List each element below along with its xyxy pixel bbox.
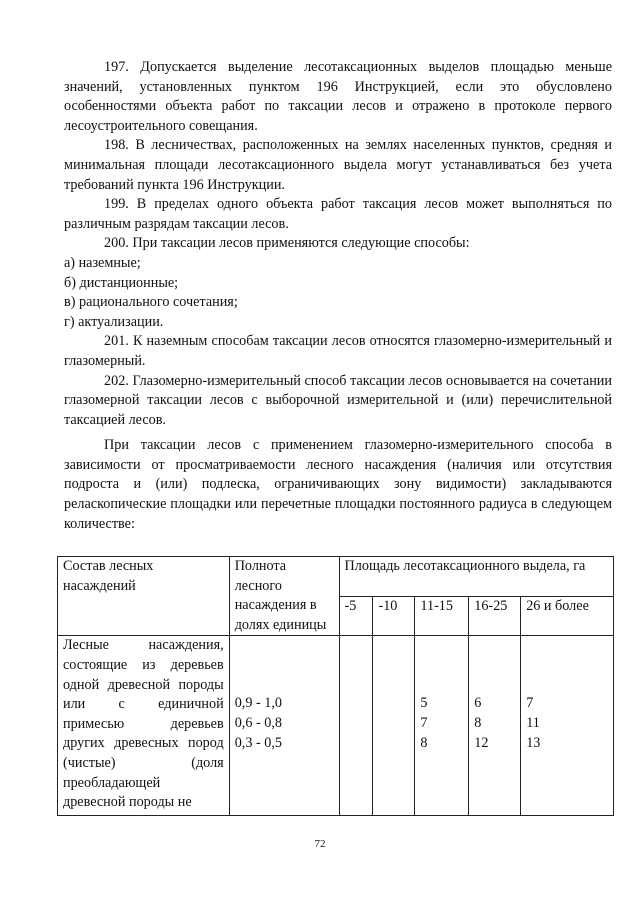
table-row <box>58 636 614 816</box>
table-cell-value: 13 <box>526 734 541 751</box>
table-cell-value: 6 <box>474 695 482 712</box>
row-composition: Лесные насаждения, состоящие из деревьев одной древесной породы или с единичной примесью деревьев других древесных пород (чистые) (доля преобладающей древесной породы не <box>58 636 230 816</box>
row-area-col-2 <box>373 636 415 816</box>
list-item-a: а) наземные; <box>64 254 141 271</box>
density-value: 0,6 - 0,8 <box>234 714 282 731</box>
table-cell-value: 8 <box>474 714 482 731</box>
paragraph-198: 198. В лесничествах, расположенных на землях населенных пунктов, средняя и минимальная площади лесотаксационного выдела могут устанавливаться без учета требований пункта 196 Инструкции. <box>64 137 612 193</box>
table-cell-value: 7 <box>420 714 428 731</box>
density-value: 0,3 - 0,5 <box>234 734 282 751</box>
header-area-col-5: 26 и более <box>521 596 614 636</box>
header-area: Площадь лесотаксационного выдела, га <box>339 557 613 597</box>
table-header-row <box>58 557 614 597</box>
paragraph-197: 197. Допускается выделение лесотаксационных выделов площадью меньше значений, установленных пунктом 196 Инструкцией, если это обусловлено особенностями объекта работ по таксации лесов и отражено в протоколе первого лесоустроительного совещания. <box>64 59 612 134</box>
paragraph-199: 199. В пределах одного объекта работ таксация лесов может выполняться по различным разрядам таксации лесов. <box>64 196 612 232</box>
row-area-col-4 <box>469 636 521 816</box>
table-cell-value: 8 <box>420 734 428 751</box>
header-area-col-1: -5 <box>339 596 373 636</box>
document-text <box>64 58 612 534</box>
table-cell-value: 7 <box>526 695 534 712</box>
list-item-c: в) рационального сочетания; <box>64 294 238 311</box>
table-cell-value: 12 <box>474 734 489 751</box>
plot-count-table <box>57 556 614 816</box>
header-area-col-2: -10 <box>373 596 415 636</box>
page-number: 72 <box>314 838 326 850</box>
paragraph-200: 200. При таксации лесов применяются следующие способы: <box>104 235 470 252</box>
paragraph-201: 201. К наземным способам таксации лесов относятся глазомерно-измерительный и глазомерный. <box>64 333 612 369</box>
table-cell-value: 5 <box>420 695 428 712</box>
paragraph-202: 202. Глазомерно-измерительный способ таксации лесов основывается на сочетании глазомерной таксации лесов с выборочной измерительной и (или) перечислительной таксацией лесов. <box>64 372 612 428</box>
header-area-col-4: 16-25 <box>469 596 521 636</box>
paragraph-sampling: При таксации лесов с применением глазомерно-измерительного способа в зависимости от просматриваемости лесного насаждения (наличия или отсутствия подроста и (или) подлеска, ограничивающих зону видимости) закладываются реласкопические площадки или перечетные площадки постоянного радиуса в следующем количестве: <box>64 437 612 532</box>
row-area-col-5 <box>521 636 614 816</box>
density-value: 0,9 - 1,0 <box>234 695 282 712</box>
header-composition: Состав лесных насаждений <box>58 557 230 636</box>
header-area-col-3: 11-15 <box>415 596 469 636</box>
header-density: Полнота лесного насаждения в долях единицы <box>229 557 339 636</box>
list-item-b: б) дистанционные; <box>64 274 179 291</box>
table-cell-value: 11 <box>526 714 540 731</box>
row-area-col-3 <box>415 636 469 816</box>
row-area-col-1 <box>339 636 373 816</box>
row-density <box>229 636 339 816</box>
list-item-d: г) актуализации. <box>64 313 164 330</box>
